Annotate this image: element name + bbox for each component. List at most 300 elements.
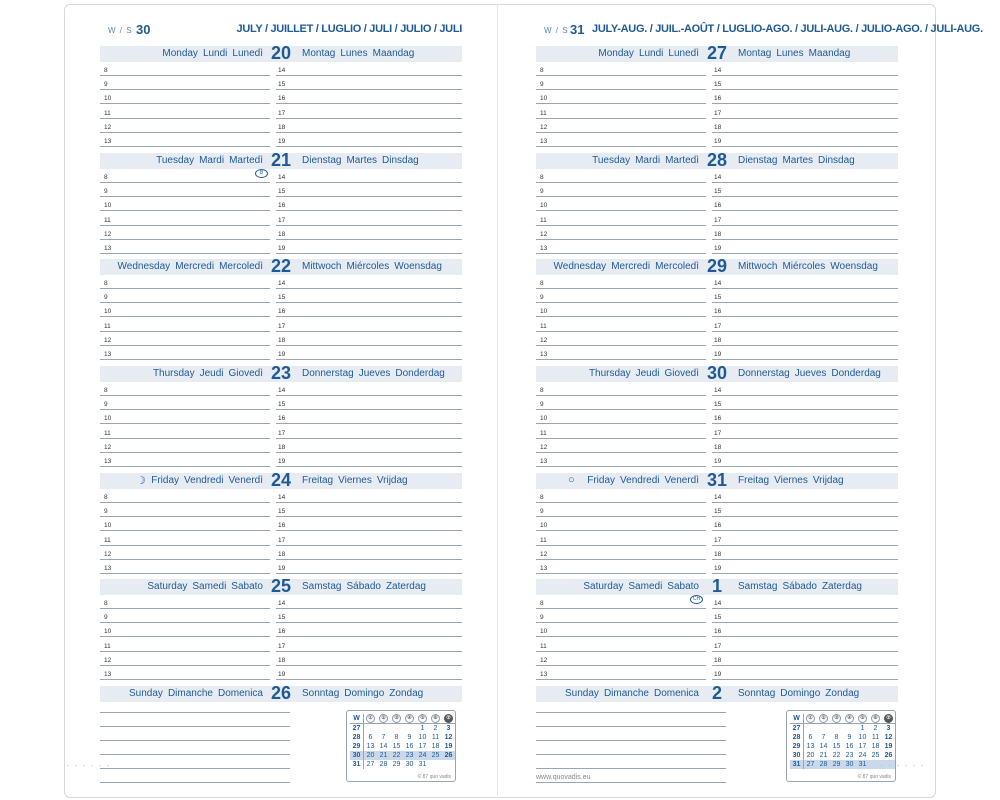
day-name: Mercoledì [655, 261, 699, 272]
hour-line[interactable] [100, 595, 270, 609]
mini-calendar-cell: 27 [350, 724, 364, 734]
weekday-circle-icon: ④ [405, 714, 414, 723]
hour-label: 11 [540, 536, 547, 544]
hour-line[interactable] [712, 609, 898, 623]
hour-line[interactable] [276, 489, 462, 503]
day-name: Mittwoch [302, 261, 342, 272]
hour-line[interactable] [100, 303, 270, 317]
day-number: 22 [270, 256, 292, 276]
hour-line[interactable] [100, 169, 270, 183]
notes-line[interactable] [536, 754, 726, 755]
hour-line[interactable] [536, 62, 706, 76]
hour-line[interactable] [536, 183, 706, 197]
hour-line[interactable] [100, 517, 270, 531]
hour-label: 19 [714, 458, 722, 465]
day-name: Mittwoch [738, 261, 778, 272]
hour-line[interactable] [276, 133, 462, 147]
notes-line[interactable] [100, 768, 290, 769]
hour-line[interactable] [276, 546, 462, 560]
mini-calendar-week [790, 733, 895, 742]
hour-line[interactable] [276, 346, 462, 360]
hour-line[interactable] [536, 623, 706, 637]
day-name: Friday [587, 475, 616, 486]
weekday-header: W [790, 714, 804, 724]
hour-line[interactable] [712, 318, 898, 332]
hour-line[interactable] [100, 489, 270, 503]
day-name: Venerdì [228, 475, 263, 486]
hour-line[interactable] [536, 133, 706, 147]
hour-line[interactable] [276, 560, 462, 574]
hour-line[interactable] [100, 226, 270, 240]
hour-line[interactable] [712, 119, 898, 133]
hour-line[interactable] [276, 275, 462, 289]
hour-line[interactable] [276, 638, 462, 652]
hour-line[interactable] [712, 105, 898, 119]
hour-line[interactable] [276, 289, 462, 303]
notes-line[interactable] [100, 782, 290, 783]
hour-line[interactable] [536, 546, 706, 560]
hour-line[interactable] [100, 90, 270, 104]
hour-line[interactable] [536, 666, 706, 680]
hour-line[interactable] [100, 183, 270, 197]
hour-line[interactable] [536, 105, 706, 119]
hour-line[interactable] [536, 652, 706, 666]
hour-label: 19 [714, 245, 722, 252]
hour-line[interactable] [712, 425, 898, 439]
hour-line[interactable] [276, 183, 462, 197]
weekday-header [403, 714, 416, 724]
hour-line[interactable] [712, 169, 898, 183]
hour-line[interactable] [712, 652, 898, 666]
day-name: Domingo [344, 688, 385, 699]
hour-line[interactable] [712, 275, 898, 289]
hour-line[interactable] [100, 546, 270, 560]
hour-line[interactable] [536, 439, 706, 453]
hour-line[interactable] [536, 169, 706, 183]
hour-label: 17 [278, 216, 286, 224]
day-name: Freitag [302, 475, 334, 486]
hour-line[interactable] [712, 76, 898, 90]
hour-line[interactable] [536, 489, 706, 503]
mini-calendar-cell: 26 [442, 751, 455, 760]
hour-line[interactable] [100, 346, 270, 360]
hour-label: 8 [540, 67, 544, 74]
mini-calendar-cell: 31 [790, 760, 804, 769]
hour-line[interactable] [276, 382, 462, 396]
day-names-right [302, 475, 413, 486]
day-name: Martedì [665, 155, 699, 166]
hour-label: 8 [104, 600, 108, 607]
day-header [536, 256, 898, 276]
day-names-left [587, 155, 699, 166]
day-block [536, 363, 898, 466]
hour-label: 8 [540, 600, 544, 607]
day-name: Vendredi [184, 475, 224, 486]
hour-line[interactable] [100, 318, 270, 332]
hour-label: 12 [104, 550, 112, 558]
mini-calendar-table [350, 714, 455, 769]
hour-line[interactable] [536, 453, 706, 467]
notes-line[interactable] [536, 740, 726, 741]
notes-line[interactable] [100, 712, 290, 713]
day-name: Zaterdag [385, 581, 426, 592]
hour-label: 18 [714, 443, 722, 451]
weekday-header [442, 714, 455, 724]
hour-line[interactable] [276, 425, 462, 439]
hour-line[interactable] [276, 76, 462, 90]
hour-line[interactable] [100, 105, 270, 119]
mini-calendar-cell [843, 724, 856, 734]
hour-label: 15 [278, 508, 286, 516]
hour-line[interactable] [276, 62, 462, 76]
hour-line[interactable] [712, 90, 898, 104]
day-name: Tuesday [592, 155, 631, 166]
weekday-circle-icon: ① [366, 714, 375, 723]
weekday-circle-icon: ② [379, 714, 388, 723]
day-name: Martedì [229, 155, 263, 166]
weekday-circle-icon: ⑦ [884, 714, 893, 723]
hour-label: 11 [104, 642, 111, 650]
mini-calendar-cell: 3 [886, 725, 891, 732]
hour-line[interactable] [276, 318, 462, 332]
hour-line[interactable] [100, 439, 270, 453]
mini-calendar-cell: 18 [431, 743, 440, 750]
day-names-right [738, 261, 883, 272]
hour-line[interactable] [276, 410, 462, 424]
day-name: Dienstag [302, 155, 342, 166]
hour-line[interactable] [276, 453, 462, 467]
hour-line[interactable] [712, 410, 898, 424]
hour-label: 12 [104, 123, 112, 131]
hour-label: 17 [714, 322, 722, 330]
holiday-badge: CH [690, 595, 703, 604]
hour-line[interactable] [712, 666, 898, 680]
hour-line[interactable] [712, 532, 898, 546]
hour-label: 10 [104, 628, 112, 636]
mini-calendar-cell: 22 [832, 752, 841, 759]
day-name: Sunday [565, 688, 599, 699]
hour-line[interactable] [712, 396, 898, 410]
hour-label: 8 [540, 174, 544, 181]
day-name: Samstag [738, 581, 778, 592]
hour-line[interactable] [536, 396, 706, 410]
day-names-right [738, 688, 864, 699]
day-number: 30 [706, 363, 728, 383]
hour-label: 13 [104, 565, 112, 572]
right-page [536, 0, 983, 800]
weekday-header [416, 714, 429, 724]
hour-line[interactable] [100, 382, 270, 396]
mini-calendar-cell [377, 724, 390, 734]
hour-label: 10 [104, 415, 112, 423]
hour-line[interactable] [712, 439, 898, 453]
mini-calendar-cell: 17 [418, 743, 427, 750]
day-header [536, 683, 898, 703]
hour-line[interactable] [276, 240, 462, 254]
day-name: Woensdag [394, 261, 442, 272]
month-title: JULY / JUILLET / LUGLIO / JULI / JULIO / JULI [236, 23, 462, 35]
notes-line[interactable] [536, 768, 726, 769]
notes-line[interactable] [100, 754, 290, 755]
hour-label: 18 [278, 336, 286, 344]
mini-calendar-cell: 27 [804, 760, 818, 769]
hour-line[interactable] [276, 666, 462, 680]
hour-line[interactable] [276, 105, 462, 119]
notes-line[interactable] [536, 726, 726, 727]
day-number: 27 [706, 43, 728, 63]
hour-line[interactable] [100, 133, 270, 147]
hour-line[interactable] [276, 652, 462, 666]
hour-label: 13 [104, 245, 112, 252]
hour-line[interactable] [100, 609, 270, 623]
hour-line[interactable] [100, 197, 270, 211]
hour-line[interactable] [536, 517, 706, 531]
hour-label: 11 [104, 429, 111, 437]
day-names-left [146, 475, 263, 486]
weekday-header [869, 714, 882, 724]
hour-line[interactable] [536, 595, 706, 609]
hour-label: 15 [714, 188, 722, 196]
hour-line[interactable] [100, 560, 270, 574]
hour-line[interactable] [100, 623, 270, 637]
day-name: Donderdag [831, 368, 881, 379]
hour-line[interactable] [276, 517, 462, 531]
mini-calendar-cell [804, 724, 818, 734]
hour-line[interactable] [100, 652, 270, 666]
hour-line[interactable] [536, 289, 706, 303]
hour-line[interactable] [100, 275, 270, 289]
hour-line[interactable] [100, 62, 270, 76]
day-names-right [738, 368, 886, 379]
hour-label: 18 [714, 123, 722, 131]
hour-line[interactable] [100, 289, 270, 303]
hour-label: 16 [278, 628, 286, 636]
hour-line[interactable] [536, 318, 706, 332]
hour-line[interactable] [276, 303, 462, 317]
day-name: Lundi [638, 48, 664, 59]
hour-line[interactable] [536, 532, 706, 546]
hour-label: 10 [104, 308, 112, 316]
day-name: Lundi [202, 48, 228, 59]
mini-calendar-cell: 3 [446, 725, 451, 732]
mini-calendar-cell: 1 [420, 725, 425, 732]
hour-line[interactable] [536, 503, 706, 517]
hour-label: 9 [540, 508, 544, 516]
hour-line[interactable] [712, 595, 898, 609]
mini-calendar-week [350, 742, 455, 751]
hour-line[interactable] [100, 76, 270, 90]
hour-label: 13 [104, 671, 112, 678]
mini-calendar-cell: 25 [429, 751, 442, 760]
hour-line[interactable] [712, 346, 898, 360]
hour-line[interactable] [536, 346, 706, 360]
hour-line[interactable] [712, 289, 898, 303]
hour-line[interactable] [712, 623, 898, 637]
notes-line[interactable] [100, 740, 290, 741]
day-number: 21 [270, 150, 292, 170]
hour-line[interactable] [712, 517, 898, 531]
hour-line[interactable] [712, 546, 898, 560]
hour-label: 13 [104, 351, 112, 358]
hour-line[interactable] [276, 169, 462, 183]
hour-line[interactable] [100, 119, 270, 133]
hour-line[interactable] [536, 240, 706, 254]
hour-line[interactable] [536, 275, 706, 289]
hour-label: 19 [278, 565, 286, 572]
day-name: Saturday [583, 581, 624, 592]
hour-label: 16 [278, 522, 286, 530]
mini-calendar [786, 710, 896, 782]
weekday-circle-icon: ③ [832, 714, 841, 723]
hour-label: 12 [540, 230, 548, 238]
day-names-right [302, 48, 419, 59]
hour-line[interactable] [712, 212, 898, 226]
hour-label: 9 [104, 401, 108, 409]
day-name: Dinsdag [818, 155, 855, 166]
day-name: Lunedì [668, 48, 699, 59]
hour-line[interactable] [100, 410, 270, 424]
hour-line[interactable] [276, 90, 462, 104]
hour-line[interactable] [276, 503, 462, 517]
weekday-header [429, 714, 442, 724]
hour-line[interactable] [276, 197, 462, 211]
mini-calendar-cell: 30 [790, 751, 804, 760]
mini-calendar-cell: 23 [845, 752, 854, 759]
day-name: Thursday [588, 368, 631, 379]
weekday-header [804, 714, 818, 724]
hour-line[interactable] [100, 453, 270, 467]
hour-line[interactable] [712, 503, 898, 517]
day-name: Martes [346, 155, 378, 166]
hour-label: 9 [104, 508, 108, 516]
day-name: Monday [598, 48, 634, 59]
hour-line[interactable] [100, 503, 270, 517]
day-name: Zaterdag [821, 581, 862, 592]
mini-calendar-cell: 16 [405, 743, 414, 750]
hour-label: 17 [714, 642, 722, 650]
hour-line[interactable] [712, 382, 898, 396]
hour-line[interactable] [712, 133, 898, 147]
notes-line[interactable] [100, 726, 290, 727]
hour-line[interactable] [276, 396, 462, 410]
hour-line[interactable] [536, 609, 706, 623]
hour-label: 11 [540, 216, 547, 224]
hour-line[interactable] [712, 183, 898, 197]
mini-calendar-cell: 2 [873, 725, 878, 732]
day-block [100, 43, 462, 146]
day-name: Lunes [340, 48, 368, 59]
hour-line[interactable] [276, 119, 462, 133]
hour-label: 14 [278, 174, 286, 181]
hour-label: 16 [714, 95, 722, 103]
hour-line[interactable] [536, 332, 706, 346]
mini-calendar-cell: 14 [819, 743, 828, 750]
hour-line[interactable] [536, 410, 706, 424]
day-header [100, 43, 462, 63]
hour-line[interactable] [712, 240, 898, 254]
hour-line[interactable] [100, 425, 270, 439]
hour-line[interactable] [536, 638, 706, 652]
hour-line[interactable] [536, 382, 706, 396]
hour-line[interactable] [536, 560, 706, 574]
hour-line[interactable] [100, 532, 270, 546]
hour-label: 11 [540, 429, 547, 437]
month-title: JULY-AUG. / JUIL.-AOÛT / LUGLIO-AGO. / JULI-AUG. / JULIO-AGO. / JULI-AUG. [592, 23, 983, 35]
hour-line[interactable] [712, 453, 898, 467]
day-name: Venerdì [664, 475, 699, 486]
hour-line[interactable] [712, 226, 898, 240]
day-header [100, 363, 462, 383]
hour-line[interactable] [536, 90, 706, 104]
hour-line[interactable] [536, 119, 706, 133]
hour-line[interactable] [712, 62, 898, 76]
hour-line[interactable] [536, 197, 706, 211]
hour-line[interactable] [276, 332, 462, 346]
day-name: Saturday [147, 581, 188, 592]
hour-label: 10 [104, 95, 112, 103]
hour-line[interactable] [536, 226, 706, 240]
hour-label: 11 [104, 536, 111, 544]
hour-label: 15 [714, 508, 722, 516]
hour-line[interactable] [100, 666, 270, 680]
hour-label: 14 [714, 280, 722, 287]
hour-line[interactable] [276, 439, 462, 453]
hour-line[interactable] [100, 396, 270, 410]
hour-line[interactable] [712, 638, 898, 652]
hour-label: 18 [714, 550, 722, 558]
hour-line[interactable] [276, 226, 462, 240]
hour-line[interactable] [712, 197, 898, 211]
mini-calendar-cell: 23 [403, 751, 416, 760]
hour-line[interactable] [276, 623, 462, 637]
hour-line[interactable] [712, 489, 898, 503]
day-name: Dimanche [167, 688, 213, 699]
mini-calendar-cell: 20 [806, 752, 815, 759]
hour-label: 8 [540, 494, 544, 501]
hour-line[interactable] [712, 332, 898, 346]
hour-line[interactable] [276, 212, 462, 226]
mini-calendar-week [350, 760, 455, 769]
hour-label: 8 [540, 280, 544, 287]
mini-calendar-cell [364, 724, 378, 734]
mini-calendar-cell: 8 [394, 734, 399, 741]
hour-line[interactable] [276, 532, 462, 546]
notes-line[interactable] [536, 782, 726, 783]
notes-line[interactable] [536, 712, 726, 713]
hour-line[interactable] [100, 212, 270, 226]
hour-line[interactable] [536, 425, 706, 439]
hour-label: 12 [540, 336, 548, 344]
hour-line[interactable] [276, 609, 462, 623]
hour-label: 15 [278, 294, 286, 302]
hour-line[interactable] [276, 595, 462, 609]
hour-line[interactable] [712, 303, 898, 317]
hour-line[interactable] [712, 560, 898, 574]
hour-line[interactable] [536, 212, 706, 226]
hour-line[interactable] [100, 240, 270, 254]
mini-calendar-week [350, 751, 455, 760]
hour-label: 18 [714, 336, 722, 344]
hour-line[interactable] [536, 76, 706, 90]
hour-line[interactable] [100, 638, 270, 652]
day-block [100, 363, 462, 466]
hour-line[interactable] [536, 303, 706, 317]
day-name: Maandag [372, 48, 415, 59]
day-name: Freitag [738, 475, 770, 486]
hour-line[interactable] [100, 332, 270, 346]
mini-calendar-cell: 28 [350, 733, 364, 742]
mini-calendar-cell: 11 [871, 734, 880, 741]
